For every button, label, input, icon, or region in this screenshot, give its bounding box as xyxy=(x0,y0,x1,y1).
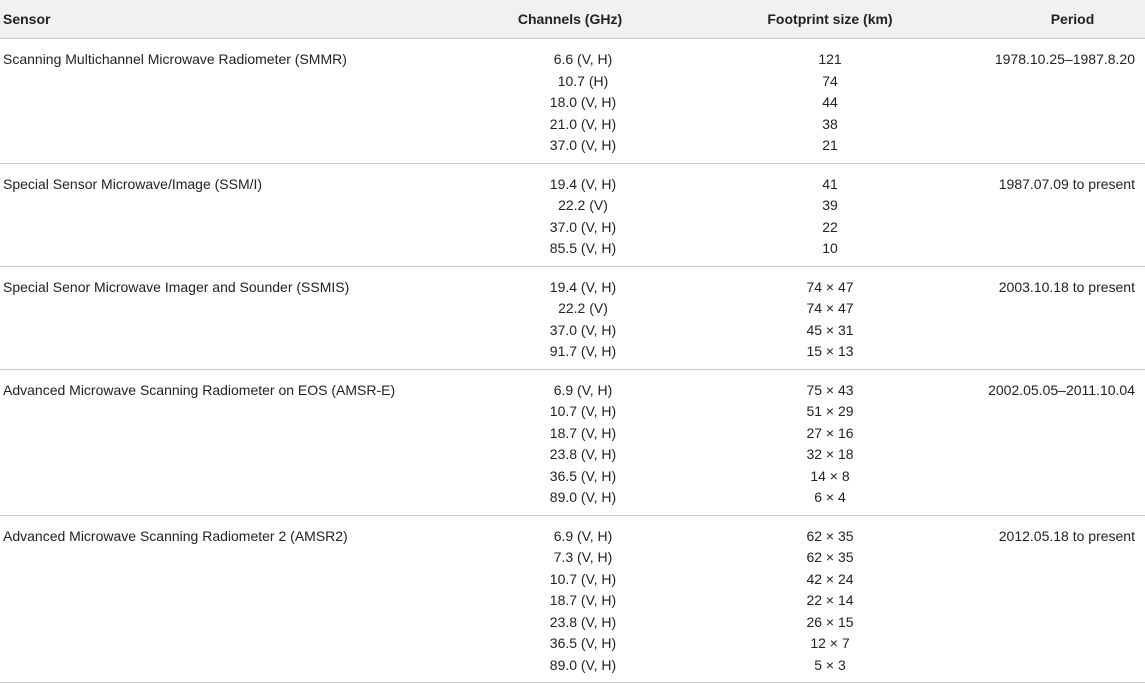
footprint-value: 121 xyxy=(818,51,842,67)
table-row xyxy=(0,369,1145,515)
header-row xyxy=(0,0,1145,39)
header-footprint: Footprint size (km) xyxy=(700,0,960,39)
footprint-value: 74 × 47 xyxy=(806,300,854,316)
header-period: Period xyxy=(960,0,1145,39)
channel-value: 85.5 (V, H) xyxy=(549,240,617,256)
channels-cell xyxy=(440,515,700,683)
footprint-value: 32 × 18 xyxy=(806,446,854,462)
footprint-value: 5 × 3 xyxy=(814,656,846,673)
footprint-value: 26 × 15 xyxy=(806,613,854,630)
channel-value: 10.7 (H) xyxy=(557,72,609,89)
footprint-value: 22 xyxy=(822,218,838,235)
footprint-cell xyxy=(700,369,960,515)
period-cell: 1978.10.25–1987.8.20 xyxy=(960,39,1145,164)
footprint-value: 74 × 47 xyxy=(806,278,854,295)
sensor-name-cell: Advanced Microwave Scanning Radiometer on EOS (AMSR-E) xyxy=(0,369,440,515)
channels-cell xyxy=(440,39,700,164)
footprint-value: 41 xyxy=(822,175,838,192)
channel-value: 19.4 (V, H) xyxy=(549,175,617,192)
channel-value: 10.7 (V, H) xyxy=(549,570,617,587)
channel-value: 18.0 (V, H) xyxy=(549,94,617,110)
footprint-value: 74 xyxy=(822,72,838,89)
channel-value: 22.2 (V) xyxy=(558,300,608,316)
footprint-value: 14 × 8 xyxy=(810,467,850,484)
header-sensor: Sensor xyxy=(0,0,440,39)
channel-value: 36.5 (V, H) xyxy=(549,467,617,484)
sensor-name-cell: Advanced Microwave Scanning Radiometer 2 (AMSR2) xyxy=(0,515,440,683)
footprint-value: 6 × 4 xyxy=(814,489,846,505)
table-row xyxy=(0,39,1145,164)
channel-value: 19.4 (V, H) xyxy=(549,278,617,295)
channel-value: 6.6 (V, H) xyxy=(553,51,613,67)
channel-value: 22.2 (V) xyxy=(558,197,608,213)
footprint-cell xyxy=(700,163,960,266)
channel-value: 10.7 (V, H) xyxy=(549,403,617,419)
channels-cell xyxy=(440,266,700,369)
channel-value: 7.3 (V, H) xyxy=(553,549,613,565)
channel-value: 36.5 (V, H) xyxy=(549,635,617,651)
footprint-value: 15 × 13 xyxy=(806,343,854,359)
footprint-cell xyxy=(700,266,960,369)
channel-value: 23.8 (V, H) xyxy=(549,613,617,630)
table-body xyxy=(0,39,1145,683)
channel-value: 6.9 (V, H) xyxy=(553,381,613,398)
channel-value: 37.0 (V, H) xyxy=(549,218,617,235)
footprint-value: 45 × 31 xyxy=(806,321,854,338)
period-cell: 2012.05.18 to present xyxy=(960,515,1145,683)
footprint-value: 38 xyxy=(822,115,838,132)
sensor-name-cell: Special Senor Microwave Imager and Sounder (SSMIS) xyxy=(0,266,440,369)
channel-value: 18.7 (V, H) xyxy=(549,424,617,441)
table-header xyxy=(0,0,1145,39)
period-cell: 1987.07.09 to present xyxy=(960,163,1145,266)
footprint-value: 51 × 29 xyxy=(806,403,854,419)
channel-value: 23.8 (V, H) xyxy=(549,446,617,462)
channels-cell xyxy=(440,369,700,515)
period-cell: 2003.10.18 to present xyxy=(960,266,1145,369)
channel-value: 6.9 (V, H) xyxy=(553,527,613,544)
footprint-value: 75 × 43 xyxy=(806,381,854,398)
footprint-value: 42 × 24 xyxy=(806,570,854,587)
channel-value: 89.0 (V, H) xyxy=(549,489,617,505)
footprint-cell xyxy=(700,515,960,683)
footprint-value: 22 × 14 xyxy=(806,592,854,608)
footprint-value: 12 × 7 xyxy=(810,635,850,651)
channel-value: 21.0 (V, H) xyxy=(549,115,617,132)
channels-cell xyxy=(440,163,700,266)
footprint-cell xyxy=(700,39,960,164)
footprint-value: 39 xyxy=(822,197,838,213)
channel-value: 18.7 (V, H) xyxy=(549,592,617,608)
channel-value: 37.0 (V, H) xyxy=(549,137,617,153)
footprint-value: 62 × 35 xyxy=(806,549,854,565)
table-row xyxy=(0,266,1145,369)
channel-value: 37.0 (V, H) xyxy=(549,321,617,338)
sensor-name-cell: Scanning Multichannel Microwave Radiometer (SMMR) xyxy=(0,39,440,164)
channel-value: 89.0 (V, H) xyxy=(549,656,617,673)
sensor-name-cell: Special Sensor Microwave/Image (SSM/I) xyxy=(0,163,440,266)
header-channels: Channels (GHz) xyxy=(440,0,700,39)
footprint-value: 27 × 16 xyxy=(806,424,854,441)
footprint-value: 44 xyxy=(822,94,838,110)
channel-value: 91.7 (V, H) xyxy=(549,343,617,359)
period-cell: 2002.05.05–2011.10.04 xyxy=(960,369,1145,515)
footprint-value: 21 xyxy=(822,137,838,153)
footprint-value: 10 xyxy=(822,240,838,256)
table-row xyxy=(0,515,1145,683)
table-row xyxy=(0,163,1145,266)
footprint-value: 62 × 35 xyxy=(806,527,854,544)
